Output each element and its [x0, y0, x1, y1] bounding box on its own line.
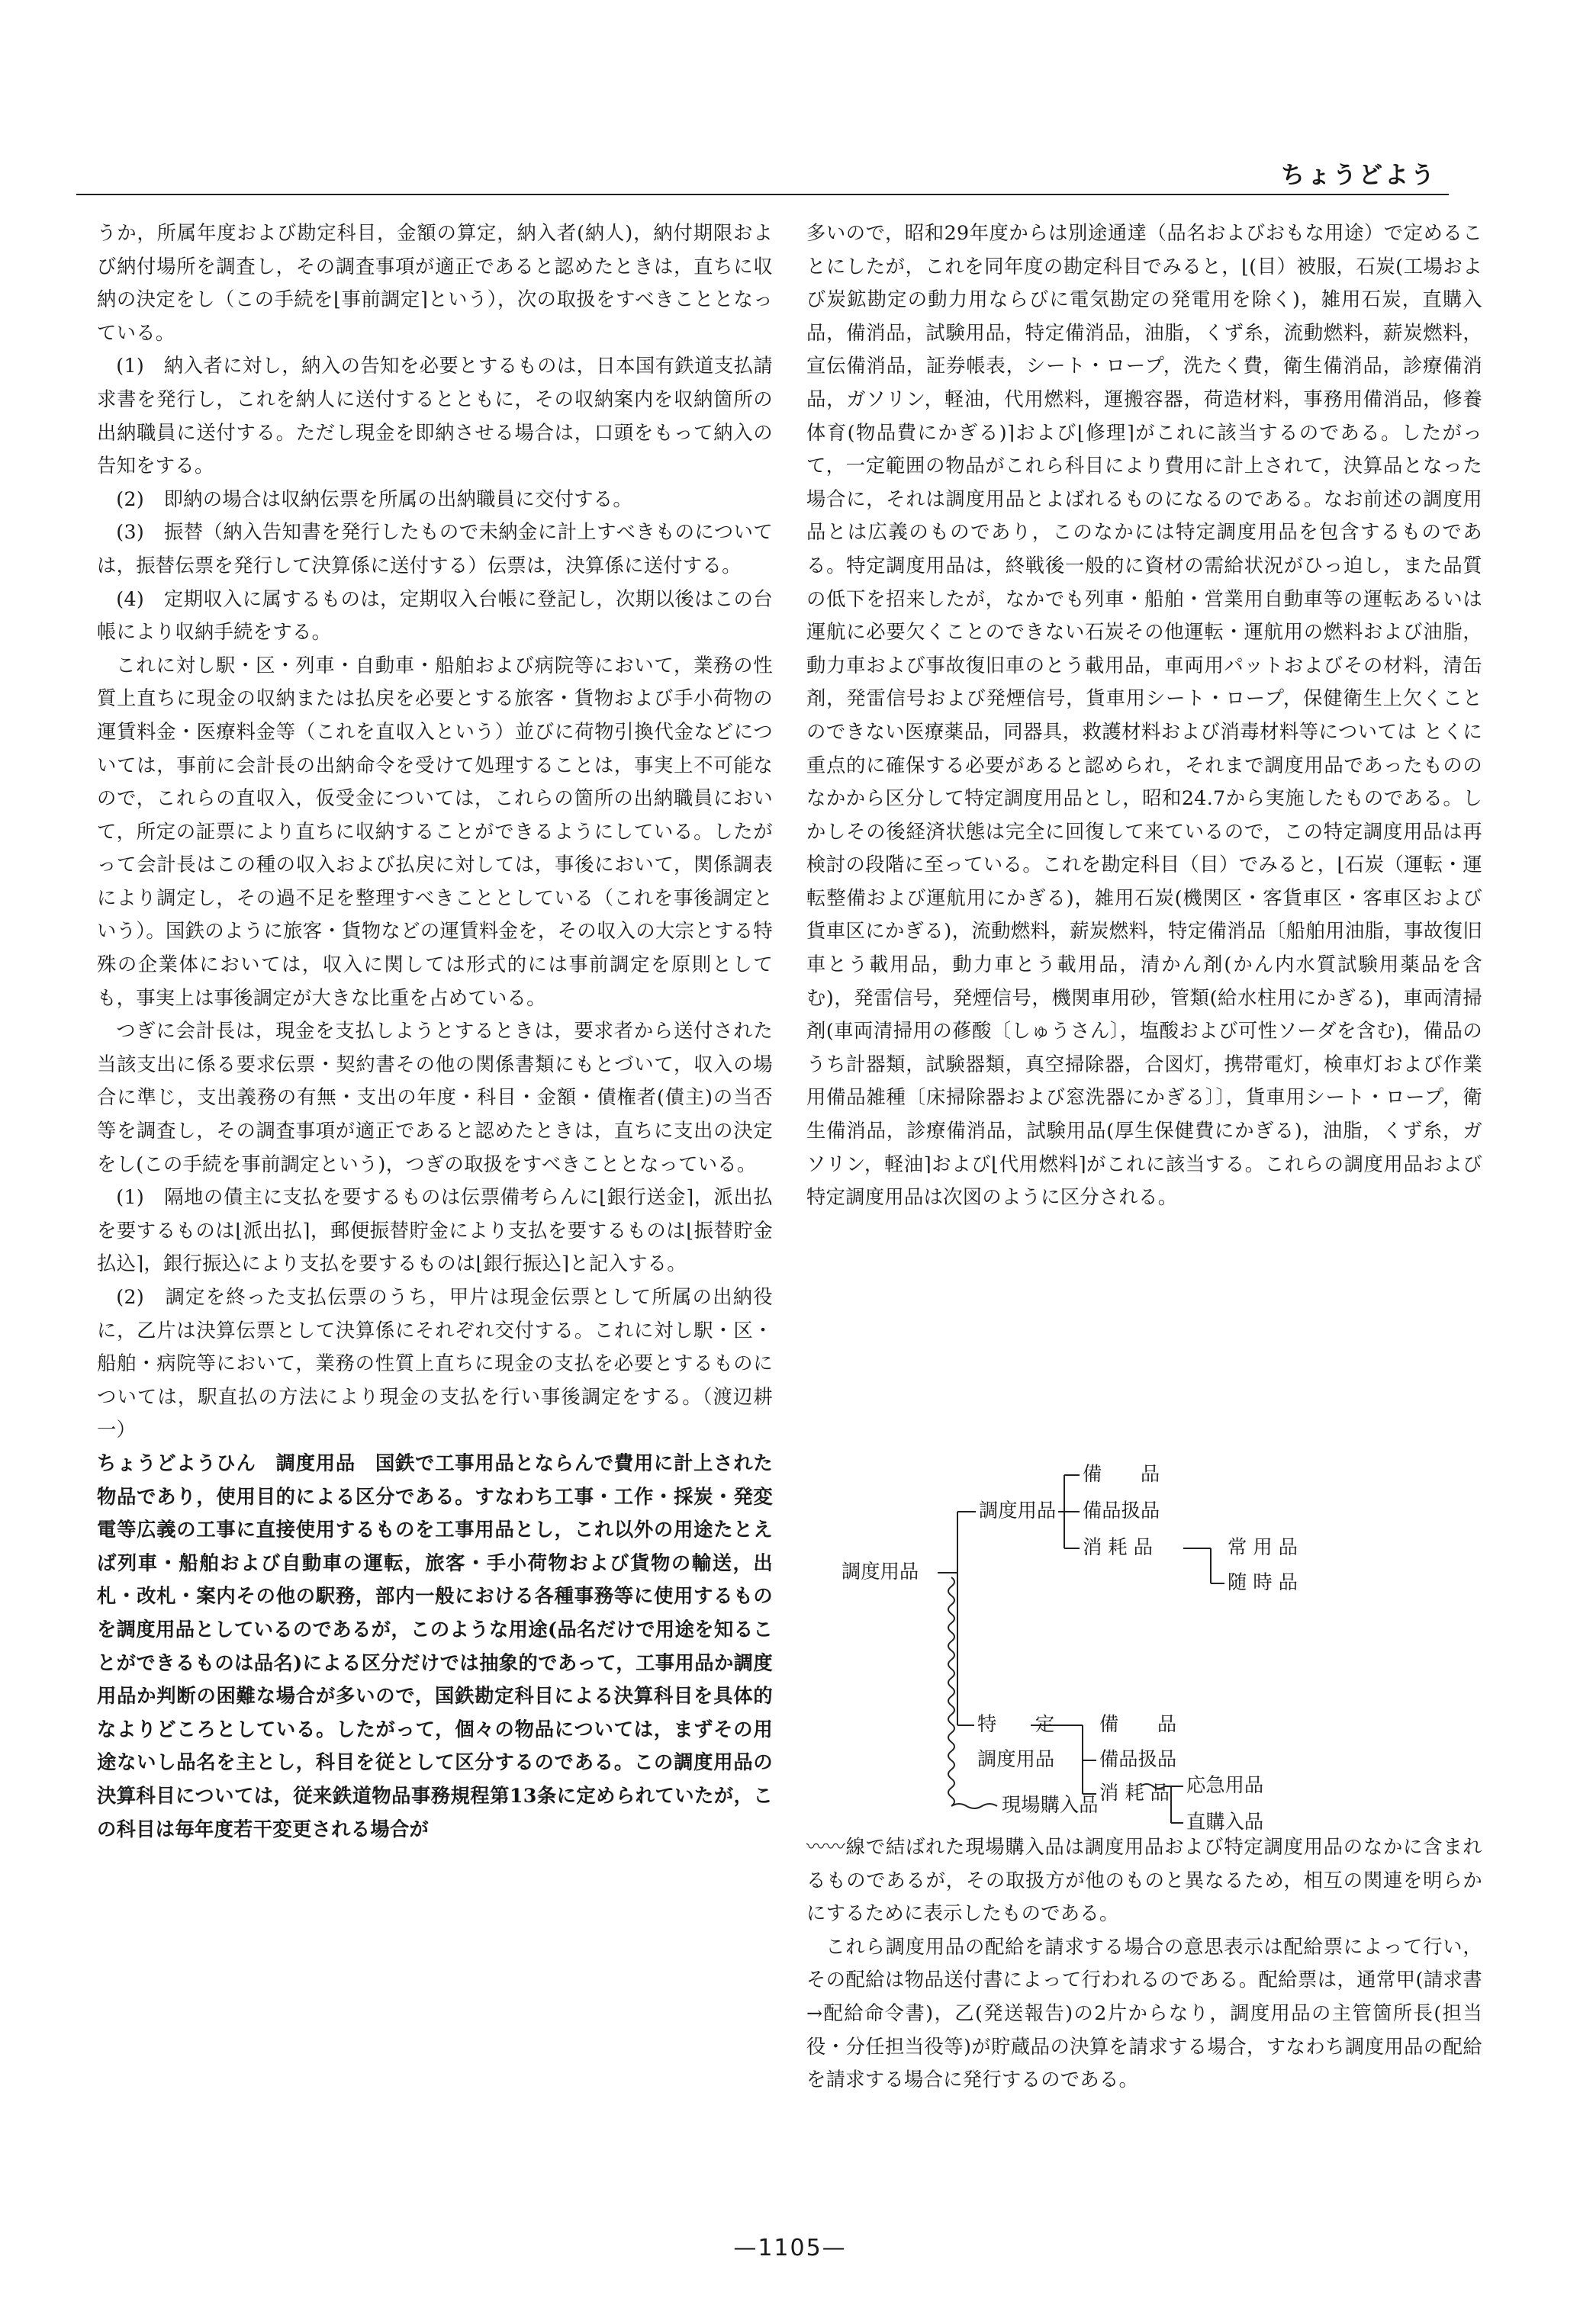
paragraph: うか，所属年度および勘定科目，金額の算定，納入者(納人)，納付期限および納付場所を調査し，その調査事項が適正であると認めたときは，直ちに収納の決定をし（この手続を⌊事前調定⌉という），次の取扱をすべきこととなっている。	[97, 222, 773, 344]
diagram-branch-label: 特 定	[977, 1713, 1055, 1735]
paragraph: これに対し駅・区・列車・自動車・船舶および病院等において，業務の性質上直ちに現金の収納または払戻を必要とする旅客・貨物および手小荷物の運賃料金・医療料金等（これを直収入という）並びに荷物引換代金などについては，事前に会計長の出納命令を受けて処理することは，事実上不可能なので，これらの直収入，仮受金については，これらの箇所の出納職員において，所定の証票により直ちに収納することができるようにしている。したがって会計長はこの種の収入および払戻に対しては，事後において，関係調表により調定し，その過不足を整理すべきこととしている（これを事後調定という）。国鉄のように旅客・貨物などの運賃料金を，その収入の大宗とする特殊の企業体においては，収入に関しては形式的には事前調定を原則としても，事実上は事後調定が大きな比重を占めている。	[97, 654, 773, 1009]
diagram-branch-label: 現場購入品	[1002, 1794, 1099, 1816]
entry-heading-paragraph: ちょうどようひん 調度用品 国鉄で工事用品とならんで費用に計上された物品であり，使用目的による区分である。すなわち工事・工作・採炭・発変電等広義の工事に直接使用するものを工事用品とし，これ以外の用途たとえば列車・船舶および自動車の運転，旅客・手小荷物および貨物の輸送，出札・改札・案内その他の駅務，部内一般における各種事務等に使用するものを調度用品としているのであるが，このような用途(品名だけで用途を知ることができるものは品名)による区分だけでは抽象的であって，工事用品か調度用品か判断の困難な場合が多いので，国鉄勘定科目による決算科目を具体的なよりどころとしている。したがって，個々の物品については，まずその用途ないし品名を主とし，科目を従として区分するのである。この調度用品の決算科目については，従来鉄道物品事務規程第13条に定められていたが，この科目は毎年度若干変更される場合が	[97, 1451, 773, 1840]
paragraph: (1) 隔地の債主に支払を要するものは伝票備考らんに⌊銀行送金⌉，派出払を要するものは⌊派出払⌉，郵便振替貯金により支払を要するものは⌊振替貯金払込⌉，銀行振込により支払を要するものは⌊銀行振込⌉と記入する。	[97, 1186, 773, 1275]
diagram-item-label: 消 耗 品	[1083, 1536, 1153, 1558]
diagram-item-label: 消 耗 品	[1099, 1782, 1170, 1804]
paragraph: これら調度用品の配給を請求する場合の意思表示は配給票によって行い，その配給は物品送付書によって行われるのである。配給票は，通常甲(請求書→配給命令書)，乙(発送報告)の2片からなり，調度用品の主管箇所長(担当役・分任担当役等)が貯蔵品の決算を請求する場合，すなわち調度用品の配給を請求する場合に発行するのである。	[806, 1935, 1482, 2091]
paragraph: (4) 定期収入に属するものは，定期収入台帳に登記し，次期以後はこの台帳により収納手続をする。	[97, 587, 773, 644]
diagram-root-label: 調度用品	[841, 1561, 919, 1583]
diagram-sub-label: 常 用 品	[1228, 1536, 1298, 1558]
diagram-item-label: 応急用品	[1186, 1774, 1264, 1796]
right-column	[806, 217, 1482, 1214]
diagram-sub-label: 随 時 品	[1228, 1571, 1298, 1593]
paragraph: (3) 振替（納入告知書を発行したもので未納金に計上すべきものについては，振替伝票を発行して決算係に送付する）伝票は，決算係に送付する。	[97, 521, 773, 577]
diagram-branch-label: 調度用品	[979, 1500, 1057, 1522]
paragraph: 〰〰線で結ばれた現場購入品は調度用品および特定調度用品のなかに含まれるものであるが，その取扱方が他のものと異なるため，相互の関連を明らかにするために表示したものである。	[806, 1836, 1482, 1925]
paragraph: (2) 調定を終った支払伝票のうち，甲片は現金伝票として所属の出納役に，乙片は決算伝票として決算係にそれぞれ交付する。これに対し駅・区・船舶・病院等において，業務の性質上直ちに現金の支払を必要とするものについては，駅直払の方法により現金の支払を行い事後調定をする。（渡辺耕一）	[97, 1286, 773, 1442]
right-column-lower	[806, 1831, 1482, 2097]
diagram-item-label: 備 品	[1083, 1463, 1160, 1485]
diagram-item-label: 直購入品	[1186, 1811, 1264, 1833]
paragraph: (2) 即納の場合は収納伝票を所属の出納職員に交付する。	[116, 487, 632, 510]
left-column	[97, 217, 773, 1846]
running-header: ちょうどよう	[1281, 162, 1437, 189]
paragraph: (1) 納入者に対し，納入の告知を必要とするものは，日本国有鉄道支払請求書を発行し，これを納人に送付するとともに，その収納案内を収納箇所の出納職員に送付する。ただし現金を即納させる場合は，口頭をもって納入の告知をする。	[97, 355, 773, 477]
header-rule	[76, 194, 1449, 195]
diagram-item-label: 備品扱品	[1083, 1500, 1160, 1522]
page-number: —1105—	[733, 2235, 847, 2261]
classification-diagram	[806, 1442, 1482, 1831]
diagram-item-label: 備品扱品	[1099, 1748, 1177, 1770]
paragraph: 多いので，昭和29年度からは別途通達（品名およびおもな用途）で定めることにしたが，これを同年度の勘定科目でみると，⌊(目）被服，石炭(工場および炭鉱勘定の動力用ならびに電気勘定の発電用を除く)，雑用石炭，直購入品，備消品，試験用品，特定備消品，油脂，くず糸，流動燃料，薪炭燃料，宣伝備消品，証券帳表，シート・ロープ，洗たく費，衛生備消品，診療備消品，ガソリン，軽油，代用燃料，運搬容器，荷造材料，事務用備消品，修養体育(物品費にかぎる)⌉および⌊修理⌉がこれに該当するのである。したがって，一定範囲の物品がこれら科目により費用に計上されて，決算品となった場合に，それは調度用品とよばれるものになるのである。なお前述の調度用品とは広義のものであり，このなかには特定調度用品を包含するものである。特定調度用品は，終戦後一般的に資材の需給状況がひっ迫し，また品質の低下を招来したが，なかでも列車・船舶・営業用自動車等の運転あるいは運航に必要欠くことのできない石炭その他運転・運航用の燃料および油脂，動力車および事故復旧車のとう載用品，車両用パットおよびその材料，清缶剤，発雷信号および発煙信号，貨車用シート・ロープ，保健衛生上欠くことのできない医療薬品，同器具，救護材料および消毒材料等については とくに重点的に確保する必要があると認められ，それまで調度用品であったもののなかから区分して特定調度用品とし，昭和24.7から実施したものである。しかしその後経済状態は完全に回復して来ているので，この特定調度用品は再検討の段階に至っている。これを勘定科目（目）でみると，⌊石炭（運転・運転整備および運航用にかぎる)，雑用石炭(機関区・客貨車区・客車区および貨車区にかぎる)，流動燃料，薪炭燃料，特定備消品〔船舶用油脂，事故復旧車とう載用品，動力車とう載用品，清かん剤(かん内水質試験用薬品を含む)，発雷信号，発煙信号，機関車用砂，管類(給水柱用にかぎる)，車両清掃剤(車両清掃用の蓚酸〔しゅうさん〕，塩酸および可性ソーダを含む)，備品のうち計器類，試験器類，真空掃除器，合図灯，携帯電灯，検車灯および作業用備品雑種〔床掃除器および窓洗器にかぎる〕〕，貨車用シート・ロープ，衛生備消品，診療備消品，試験用品(厚生保健費にかぎる)，油脂，くず糸，ガソリン，軽油⌉および⌊代用燃料⌉がこれに該当する。これらの調度用品および特定調度用品は次図のように区分される。	[806, 222, 1482, 1209]
diagram-branch-label: 調度用品	[977, 1748, 1055, 1770]
diagram-item-label: 備 品	[1099, 1713, 1177, 1735]
paragraph: つぎに会計長は，現金を支払しようとするときは，要求者から送付された当該支出に係る要求伝票・契約書その他の関係書類にもとづいて，収入の場合に準じ，支出義務の有無・支出の年度・科目・金額・債権者(債主)の当否等を調査し，その調査事項が適正であると認めたときは，直ちに支出の決定をし(この手続を事前調定という)，つぎの取扱をすべきこととなっている。	[97, 1020, 773, 1175]
